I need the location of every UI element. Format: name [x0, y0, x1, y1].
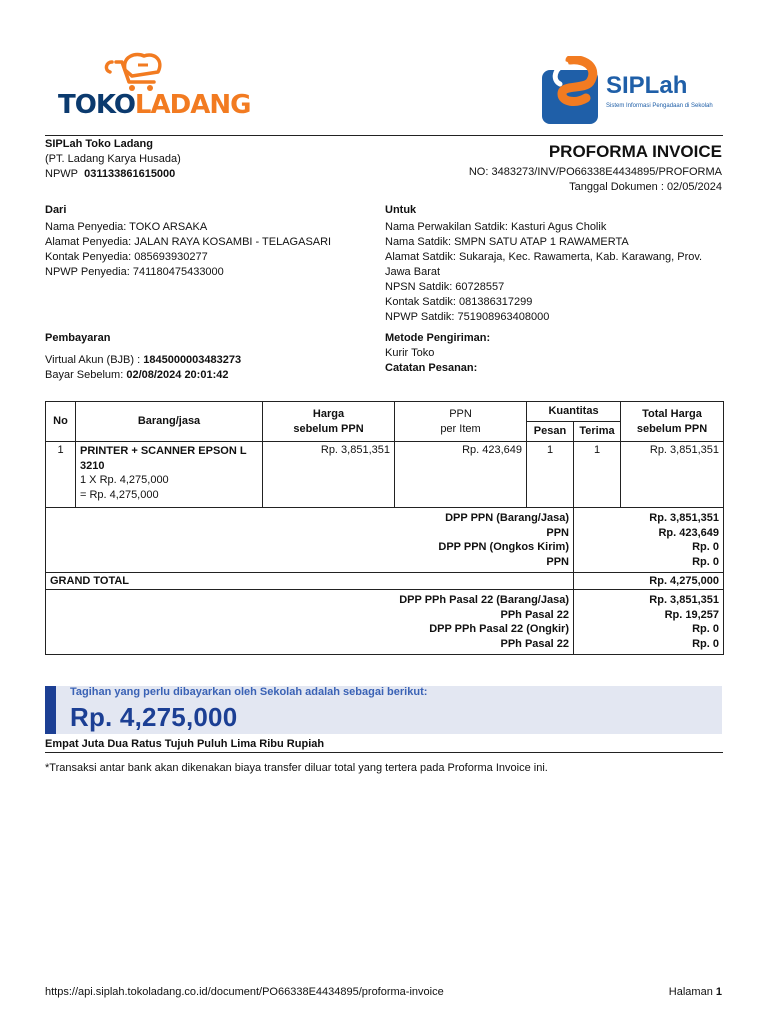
- col-header-qty: Kuantitas: [527, 402, 621, 422]
- to-line: NPSN Satdik: 60728557: [385, 281, 505, 293]
- summary-label: PPN: [546, 526, 569, 539]
- summary-value: Rp. 3,851,351: [649, 594, 719, 606]
- payment-section: [45, 331, 241, 383]
- summary-value: Rp. 19,257: [664, 608, 719, 621]
- pph-summary-labels: [46, 590, 574, 655]
- document-info: [469, 165, 722, 195]
- col-header-ppn-l1: PPN: [449, 407, 472, 420]
- grand-total-label: GRAND TOTAL: [46, 573, 574, 590]
- document-number: NO: 3483273/INV/PO66338E4434895/PROFORMA: [468, 166, 722, 178]
- page-indicator: [669, 986, 722, 998]
- from-heading: Dari: [45, 204, 67, 216]
- summary-label: PPh Pasal 22: [500, 608, 569, 621]
- row-no: 1: [46, 442, 76, 508]
- document-url[interactable]: https://api.siplah.tokoladang.co.id/document/PO66338E4434895/proforma-invoice: [45, 986, 444, 998]
- col-header-no: No: [46, 402, 76, 442]
- header-divider: [45, 135, 723, 136]
- shipping-section: [385, 331, 490, 376]
- logo-text-ladang: LADANG: [134, 90, 251, 120]
- col-header-ppn-l2: per Item: [440, 422, 481, 435]
- pph-summary-row: [46, 590, 724, 655]
- row-ppn: Rp. 423,649: [395, 442, 527, 508]
- row-price: Rp. 3,851,351: [263, 442, 395, 508]
- to-line: NPWP Satdik: 751908963408000: [385, 311, 550, 323]
- grand-total-value: Rp. 4,275,000: [574, 573, 724, 590]
- col-header-total-l2: sebelum PPN: [636, 422, 708, 435]
- va-number[interactable]: 1845000003483273: [143, 354, 242, 366]
- item-subtotal: = Rp. 4,275,000: [80, 488, 159, 501]
- bill-banner-accent: [45, 686, 56, 734]
- to-line: Alamat Satdik: Sukaraja, Kec. Rawamerta, Kab. Karawang, Prov.: [385, 251, 703, 263]
- siplah-logo: [540, 56, 730, 128]
- col-header-received: Terima: [574, 422, 621, 442]
- from-section: [45, 203, 331, 280]
- siplah-tagline: Sistem Informasi Pengadaan di Sekolah: [606, 103, 713, 109]
- to-section: [385, 203, 702, 325]
- tax-summary-values: [574, 508, 724, 573]
- summary-label: DPP PPN (Barang/Jasa): [445, 512, 569, 524]
- payment-heading: Pembayaran: [45, 332, 111, 344]
- row-ordered: 1: [527, 442, 574, 508]
- siplah-wordmark: SIPLah: [606, 72, 688, 99]
- shopping-cart-icon: [102, 48, 182, 92]
- to-heading: Untuk: [385, 204, 417, 216]
- words-divider: [45, 752, 723, 753]
- from-line: Kontak Penyedia: 085693930277: [45, 251, 208, 263]
- pph-summary-values: [574, 590, 724, 655]
- row-item: [76, 442, 263, 508]
- summary-label: DPP PPh Pasal 22 (Ongkir): [429, 623, 569, 635]
- bill-label: Tagihan yang perlu dibayarkan oleh Sekolah adalah sebagai berikut:: [70, 686, 428, 698]
- logo-text-toko: TOKO: [58, 90, 135, 120]
- to-line: Nama Perwakilan Satdik: Kasturi Agus Cholik: [385, 221, 607, 233]
- seller-header: [45, 137, 181, 182]
- col-header-price-l1: Harga: [312, 407, 345, 420]
- summary-label: PPN: [546, 555, 569, 568]
- siplah-emblem-icon: [540, 56, 604, 126]
- npwp-label: NPWP: [45, 168, 78, 180]
- row-received: 1: [574, 442, 621, 508]
- due-date: 02/08/2024 20:01:42: [126, 369, 229, 381]
- summary-label: DPP PPh Pasal 22 (Barang/Jasa): [399, 594, 569, 606]
- tokoladang-logo: [58, 48, 251, 130]
- page-label: Halaman: [668, 986, 716, 998]
- to-line: Jawa Barat: [385, 266, 441, 278]
- shipping-heading: Metode Pengiriman:: [385, 332, 491, 344]
- summary-value: Rp. 0: [692, 637, 719, 650]
- summary-value: Rp. 0: [692, 541, 719, 553]
- to-line: Kontak Satdik: 081386317299: [385, 296, 533, 308]
- tax-summary-row: [46, 508, 724, 573]
- va-label: Virtual Akun (BJB) :: [45, 354, 144, 366]
- order-notes-heading: Catatan Pesanan:: [385, 362, 478, 374]
- summary-value: Rp. 0: [692, 555, 719, 568]
- col-header-ordered: Pesan: [527, 422, 574, 442]
- grand-total-row: [46, 573, 724, 590]
- item-detail: 1 X Rp. 4,275,000: [80, 474, 169, 486]
- col-header-ppn: [395, 402, 527, 442]
- from-line: NPWP Penyedia: 741180475433000: [45, 266, 224, 278]
- summary-value: Rp. 3,851,351: [649, 512, 719, 524]
- due-label: Bayar Sebelum:: [45, 369, 127, 381]
- from-line: Nama Penyedia: TOKO ARSAKA: [45, 221, 208, 233]
- table-row: [46, 442, 724, 508]
- document-date: Tanggal Dokumen : 02/05/2024: [569, 181, 722, 193]
- from-line: Alamat Penyedia: JALAN RAYA KOSAMBI - TELAGASARI: [45, 236, 332, 248]
- summary-value: Rp. 423,649: [658, 526, 719, 539]
- col-header-price-l2: sebelum PPN: [293, 422, 364, 435]
- tax-summary-labels: [46, 508, 574, 573]
- transfer-note: *Transaksi antar bank akan dikenakan biaya transfer diluar total yang tertera pada Proforma Invoice ini.: [45, 762, 548, 774]
- document-title: PROFORMA INVOICE: [548, 142, 722, 161]
- amount-in-words: Empat Juta Dua Ratus Tujuh Puluh Lima Ribu Rupiah: [45, 738, 325, 750]
- shipping-method: Kurir Toko: [385, 347, 435, 359]
- col-header-total: [621, 402, 724, 442]
- summary-label: DPP PPN (Ongkos Kirim): [438, 541, 569, 553]
- bill-amount: Rp. 4,275,000: [70, 702, 238, 732]
- seller-company: (PT. Ladang Karya Husada): [45, 153, 181, 165]
- summary-label: PPh Pasal 22: [500, 637, 569, 650]
- npwp-value: 031133861615000: [84, 168, 176, 180]
- summary-value: Rp. 0: [692, 623, 719, 635]
- col-header-total-l1: Total Harga: [642, 407, 702, 420]
- to-line: Nama Satdik: SMPN SATU ATAP 1 RAWAMERTA: [385, 236, 629, 248]
- col-header-item: Barang/jasa: [76, 402, 263, 442]
- row-total: Rp. 3,851,351: [621, 442, 724, 508]
- page-number: 1: [715, 986, 722, 998]
- col-header-price: [263, 402, 395, 442]
- item-name: PRINTER + SCANNER EPSON L 3210: [80, 445, 247, 472]
- seller-name: SIPLah Toko Ladang: [45, 138, 153, 150]
- items-table: [45, 401, 724, 655]
